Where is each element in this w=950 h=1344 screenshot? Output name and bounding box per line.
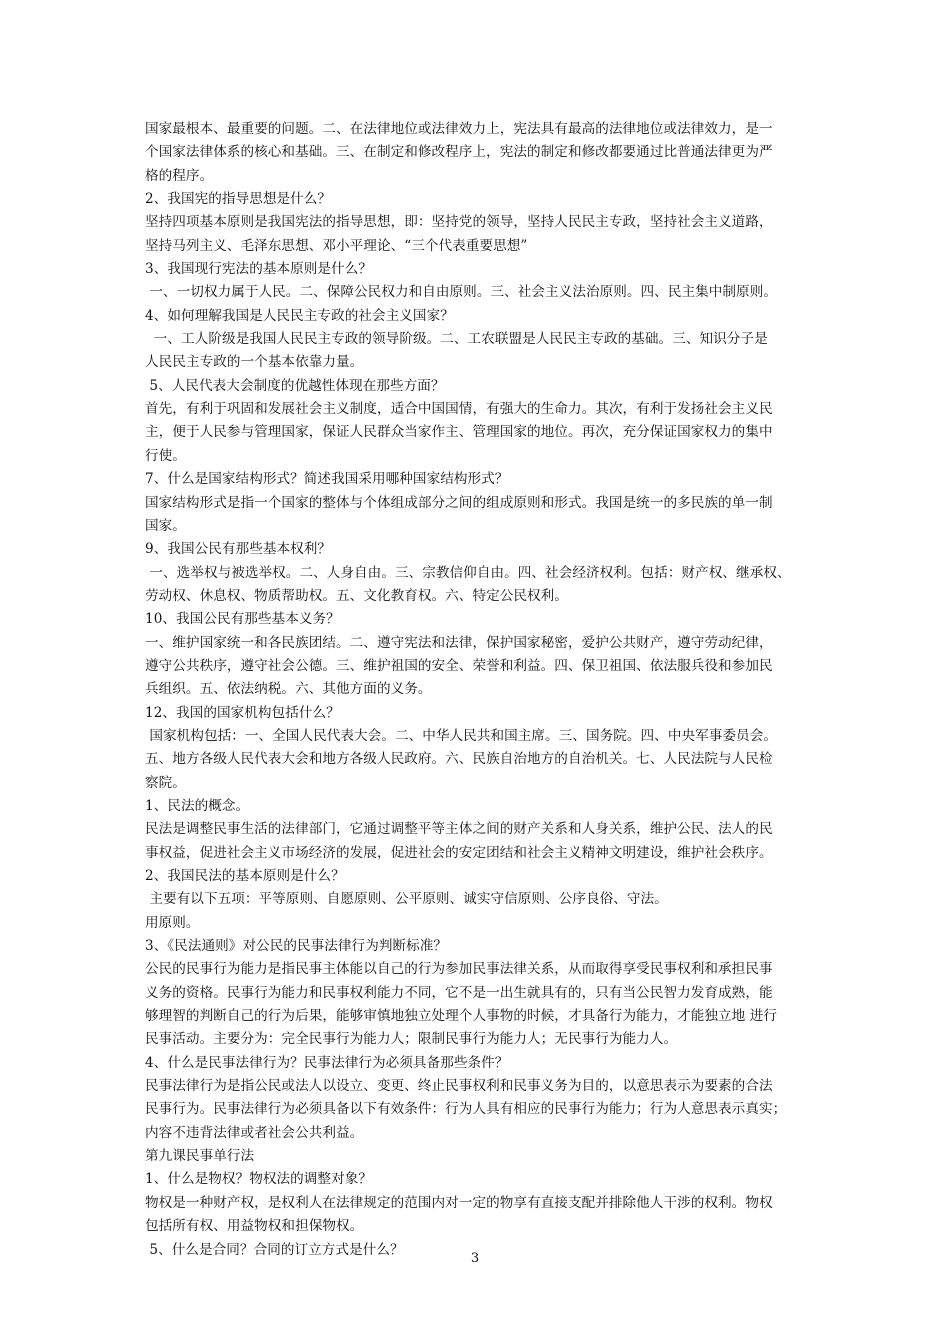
text-line: 事权益，促进社会主义市场经济的发展，促进社会的安定团结和社会主义精神文明建设，维护社会秩序。: [145, 844, 773, 861]
text-line: 民事行为。民事法律行为必须具备以下有效条件：行为人具有相应的民事行为能力；行为人意思表示真实；: [145, 1101, 787, 1118]
text-line: 5、人民代表大会制度的优越性体现在那些方面？: [145, 377, 445, 394]
text-line: 一、一切权力属于人民。二、保障公民权力和自由原则。三、社会主义法治原则。四、民主集中制原则。: [145, 284, 777, 301]
text-line: 主要有以下五项：平等原则、自愿原则、公平原则、诚实守信原则、公序良俗、守法。: [145, 891, 668, 908]
text-line: 4、如何理解我国是人民民主专政的社会主义国家？: [145, 307, 454, 324]
text-line: 一、选举权与被选举权。二、人身自由。三、宗教信仰自由。四、社会经济权利。包括：财产权、继承权、: [145, 564, 791, 581]
text-line: 坚持四项基本原则是我国宪法的指导思想，即：坚持党的领导，坚持人民民主专政，坚持社会主义道路，: [145, 214, 773, 231]
text-line: 4、什么是民事法律行为？民事法律行为必须具备那些条件？: [145, 1054, 509, 1071]
text-line: 12、我国的国家机构包括什么？: [145, 704, 340, 721]
text-line: 行使。: [145, 447, 186, 464]
page-body-text: [145, 118, 809, 1262]
text-line: 坚持马列主义、毛泽东思想、邓小平理论、“三个代表重要思想”: [145, 237, 528, 254]
text-line: 主，便于人民参与管理国家，保证人民群众当家作主、管理国家的地位。再次，充分保证国家权力的集中: [145, 424, 773, 441]
text-line: 民事活动。主要分为：完全民事行为能力人；限制民事行为能力人；无民事行为能力人。: [145, 1031, 678, 1048]
text-line: 民事法律行为是指公民或法人以设立、变更、终止民事权利和民事义务为目的，以意思表示为要素的合法: [145, 1078, 773, 1095]
text-line: 够理智的判断自己的行为后果，能够审慎地独立处理个人事物的时候，才具备行为能力，才能独立地 进行: [145, 1008, 777, 1025]
text-line: 一、维护国家统一和各民族团结。二、遵守宪法和法律，保护国家秘密，爱护公共财产，遵守劳动纪律，: [145, 634, 773, 651]
text-line: 劳动权、休息权、物质帮助权。五、文化教育权。六、特定公民权利。: [145, 587, 568, 604]
text-line: 内容不违背法律或者社会公共利益。: [145, 1124, 364, 1141]
text-line: 3、我国现行宪法的基本原则是什么？: [145, 261, 372, 278]
text-line: 3、《民法通则》对公民的民事法律行为判断标准？: [145, 938, 448, 955]
text-line: 国家最根本、最重要的问题。二、在法律地位或法律效力上，宪法具有最高的法律地位或法律效力，是一: [145, 121, 773, 137]
text-line: 五、地方各级人民代表大会和地方各级人民政府。六、民族自治地方的自治机关。七、人民法院与人民检: [145, 751, 773, 768]
text-line: 2、我国民法的基本原则是什么？: [145, 868, 345, 884]
text-line: 察院。: [145, 774, 186, 791]
text-line: 国家。: [145, 517, 186, 534]
text-line: 兵组织。五、依法纳税。六、其他方面的义务。: [145, 681, 432, 698]
text-line: 用原则。: [145, 914, 200, 931]
text-line: 国家机构包括：一、全国人民代表大会。二、中华人民共和国主席。三、国务院。四、中央军事委员会。: [145, 727, 777, 744]
text-line: 国家结构形式是指一个国家的整体与个体组成部分之间的组成原则和形式。我国是统一的多民族的单一制: [145, 494, 773, 511]
text-line: 首先，有利于巩固和发展社会主义制度，适合中国国情，有强大的生命力。其次，有利于发扬社会主义民: [145, 401, 773, 418]
text-line: 7、什么是国家结构形式？简述我国采用哪种国家结构形式？: [145, 471, 509, 488]
text-line: 个国家法律体系的核心和基础。三、在制定和修改程序上，宪法的制定和修改都要通过比普通法律更为严: [145, 144, 773, 161]
text-line: 公民的民事行为能力是指民事主体能以自己的行为参加民事法律关系，从而取得享受民事权利和承担民事: [145, 961, 773, 978]
page-number: 3: [470, 1251, 480, 1266]
text-line: 格的程序。: [145, 167, 214, 184]
text-line: 包括所有权、用益物权和担保物权。: [145, 1218, 364, 1235]
text-line: 民法是调整民事生活的法律部门，它通过调整平等主体之间的财产关系和人身关系，维护公民、法人的民: [145, 821, 773, 838]
text-line: 人民民主专政的一个基本依靠力量。: [145, 354, 364, 371]
text-line: 义务的资格。民事行为能力和民事权利能力不同，它不是一出生就具有的，只有当公民智力发育成熟，能: [145, 984, 773, 1001]
text-line: 1、民法的概念。: [145, 797, 250, 814]
text-line: 2、我国宪的指导思想是什么？: [145, 191, 332, 208]
text-line: 10、我国公民有那些基本义务？: [145, 611, 340, 628]
text-line: 一、工人阶级是我国人民民主专政的领导阶级。二、工农联盟是人民民主专政的基础。三、知识分子是: [145, 331, 768, 348]
text-line: 第九课民事单行法: [145, 1148, 255, 1165]
text-line: 物权是一种财产权，是权利人在法律规定的范围内对一定的物享有直接支配并排除他人干涉的权利。物权: [145, 1194, 773, 1211]
text-line: 9、我国公民有那些基本权利？: [145, 541, 332, 558]
text-line: 1、什么是物权？物权法的调整对象？: [145, 1171, 372, 1188]
text-line: 遵守公共秩序，遵守社会公德。三、维护祖国的安全、荣誉和利益。四、保卫祖国、依法服兵役和参加民: [145, 657, 773, 674]
text-line: 5、什么是合同？合同的订立方式是什么？: [145, 1241, 404, 1258]
